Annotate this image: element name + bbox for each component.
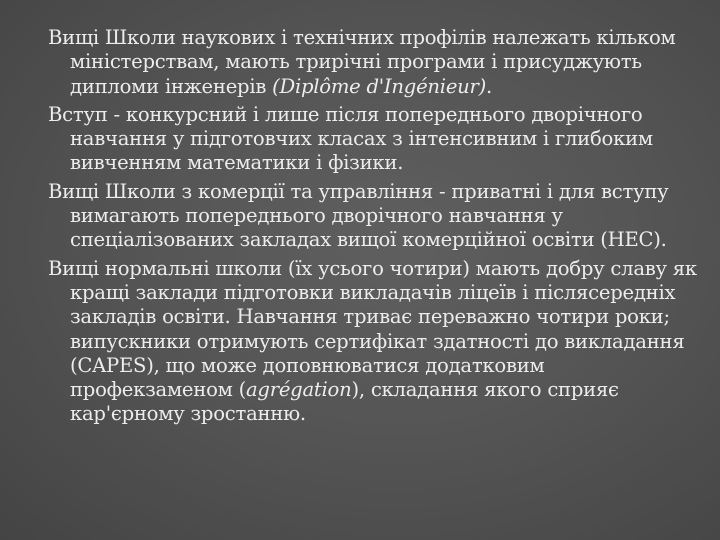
paragraph-text: Вищі Школи з комерції та управління - приватні і для вступу вимагають попереднього дворічного навчання у спеціалізованих закладах вищої комерційної освіти (НЕС).	[48, 179, 669, 252]
paragraph-text: Вступ - конкурсний і лише після попереднього дворічного навчання у підготовчих класах з інтенсивним і глибоким вивченням математики і фізики.	[48, 102, 653, 175]
paragraph-commerce-schools	[48, 180, 710, 253]
slide-body-text	[48, 26, 710, 431]
paragraph-text: Вищі нормальні школи (їх усього чотири) мають добру славу як кращі заклади підготовки викладачів ліцеїв і післясередніх закладів освіти. Навчання триває переважно чотири роки; випускники отримують сертифікат здатності до викладання (CAPES), що може доповнюватися додатковим профекзаменом (	[48, 256, 697, 402]
paragraph-text: Вищі Школи наукових і технічних профілів належать кільком міністерствам, мають трирічні програми і присуджують дипломи інженерів	[48, 26, 676, 98]
paragraph-engineering-schools	[48, 26, 710, 99]
italic-term: (Diplôme d'Ingénieur)	[272, 74, 487, 98]
paragraph-text: ), складання якого сприяє кар'єрному зростанню.	[70, 378, 619, 426]
paragraph-text: .	[486, 74, 493, 98]
italic-term: agrégation	[246, 378, 352, 402]
paragraph-normal-schools	[48, 257, 710, 427]
paragraph-admission	[48, 103, 710, 176]
